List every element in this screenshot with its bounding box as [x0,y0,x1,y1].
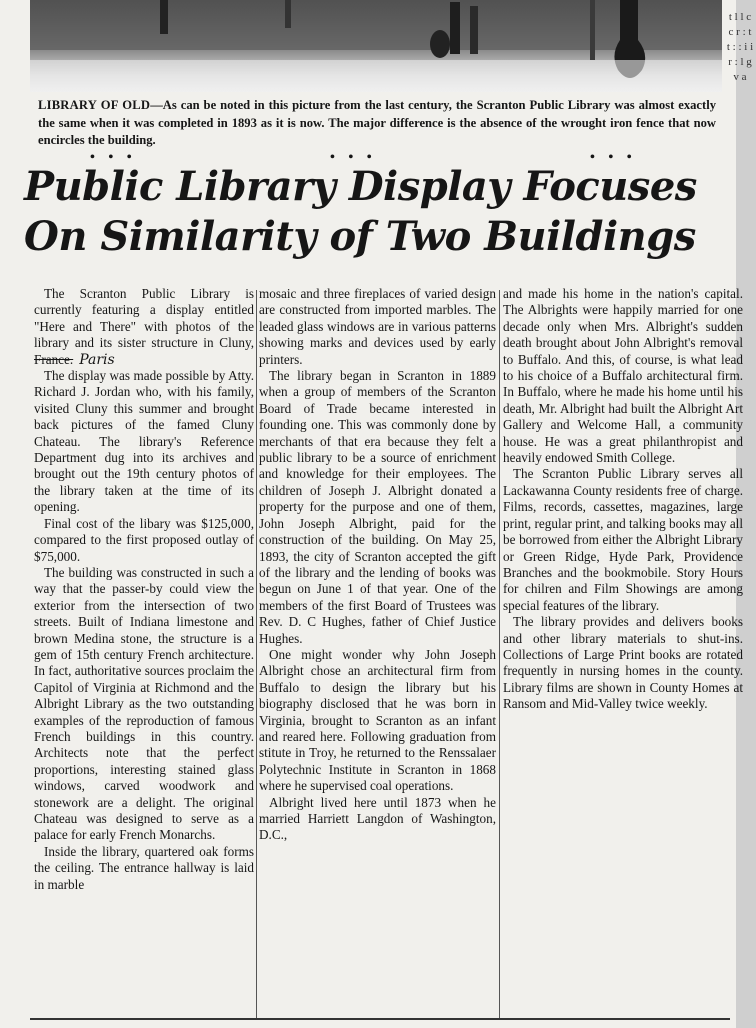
bottom-rule [30,1018,730,1020]
article-column-2 [259,286,496,844]
col1-paragraph-2: The display was made possible by Atty. Richard J. Jordan who, with his family, visited Cluny this summer and brought back pictures of the famed Cluny Chateau. The library's Reference Department dug into its archives and brought out the 19th century photos of the library taken at the time of its opening. [34,368,254,515]
handwritten-correction: Paris [79,351,115,368]
margin-marks: t l l c c r : t t : : i i r : l g v a [726,11,754,83]
article-column-3 [503,286,743,713]
article-column-1 [34,286,254,893]
separator-dots-middle: • • • [330,150,377,165]
col1-p1-text: The Scranton Public Library is currently featuring a display entitled "Here and There" with photos of the library and its sister structure in Cluny, [34,286,254,351]
headline-line-1: Public Library Display Focuses [24,163,697,210]
col1-paragraph-5: Inside the library, quartered oak forms the ceiling. The entrance hallway is laid in marble [34,843,254,892]
col1-paragraph-3: Final cost of the libary was $125,000, compared to the first proposed outlay of $75,000. [34,515,254,564]
col2-paragraph-3: One might wonder why John Joseph Albright chose an architectural firm from Buffalo to design the library but his biography disclosed that he was born in Virginia, brought to Scranton as an infant and reared here. Following graduation from stitute in Troy, he returned to the Renssalaer Polytechnic Institute in Scranton in 1868 where he supervised coal operations. [259,646,496,794]
col2-paragraph-4: Albright lived here until 1873 when he married Harriett Langdon of Washington, D.C., [259,794,496,843]
struck-word: France. [34,351,74,367]
separator-dots-left: • • • [90,150,137,165]
column-divider-2 [499,290,500,1020]
col1-paragraph-4: The building was constructed in such a way that the passer-by could view the exterior from the intersection of two streets. Built of Indiana limestone and brown Medina stone, the structure is a gem of 15th century French architecture. In fact, authoritative sources proclaim the Capitol of Virginia at Richmond and the Albright Library as the two outstanding examples of the reproduction of famous French buildings in this country. Architects note that the perfect proportions, interesting stained glass windows, carved woodwork and stonework are a delight. The original Chateau was designed to serve as a palace for early French Monarchs. [34,564,254,843]
col3-paragraph-3: The library provides and delivers books and other library materials to shut-ins. Collections of Large Print books are rotated frequently in nursing homes in the county. Library films are shown in County Homes at Ransom and Mid-Valley twice weekly. [503,614,743,712]
separator-dots-right: • • • [590,150,637,165]
library-photo-illustration [30,0,722,92]
caption-lead: LIBRARY OF OLD [38,98,151,112]
library-photo [30,0,722,92]
column-divider-1 [256,290,257,1020]
col2-paragraph-1: mosaic and three fireplaces of varied design are constructed from imported marbles. The leaded glass windows are in various patterns showing marks and devices used by early printers. [259,286,496,367]
col3-paragraph-2: The Scranton Public Library serves all Lackawanna County residents free of charge. Films, records, cassettes, magazines, large print, regular print, and talking books may all be borrowed from either the Albright Library or Green Ridge, Hyde Park, Providence Branches and the bookmobile. Story Hours for chilren and Film Showings are among special features of the library. [503,466,743,613]
col3-paragraph-1: and made his home in the nation's capital. The Albrights were happily married for one decade only when Mrs. Albright's sudden death brought about John Albright's removal to Buffalo. And this, of course, is what lead to his choice of a Buffalo architectural firm. In Buffalo, where he made his home until his death, Mr. Albright had built the Albright Art Gallery and Welcome Hall, a community house. He was a great philanthropist and heavily endowed Smith College. [503,286,743,466]
col1-paragraph-1 [34,286,254,368]
headline-line-2: On Similarity of Two Buildings [24,213,696,260]
col2-paragraph-2: The library began in Scranton in 1889 when a group of members of the Scranton Board of Trade became interested in founding one. This was commonly done by merchants of that era because they felt a public library to be a source of enrichment and knowledge for their employees. The children of Joseph J. Albright donated a property for the purpose and one of them, John Joseph Albright, paid for the construction of the building. On May 25, 1893, the city of Scranton accepted the gift of the library and the lending of books was begun on June 1 of that year. One of the members of the first Board of Trustees was Rev. D. C Hughes, father of Chief Justice Hughes. [259,368,496,646]
photo-caption [38,97,716,150]
caption-text: —As can be noted in this picture from the last century, the Scranton Public Library was almost exactly the same when it was completed in 1893 as it is now. The major difference is the absence of the wrought iron fence that now encircles the building. [38,98,716,147]
headline [24,162,714,262]
